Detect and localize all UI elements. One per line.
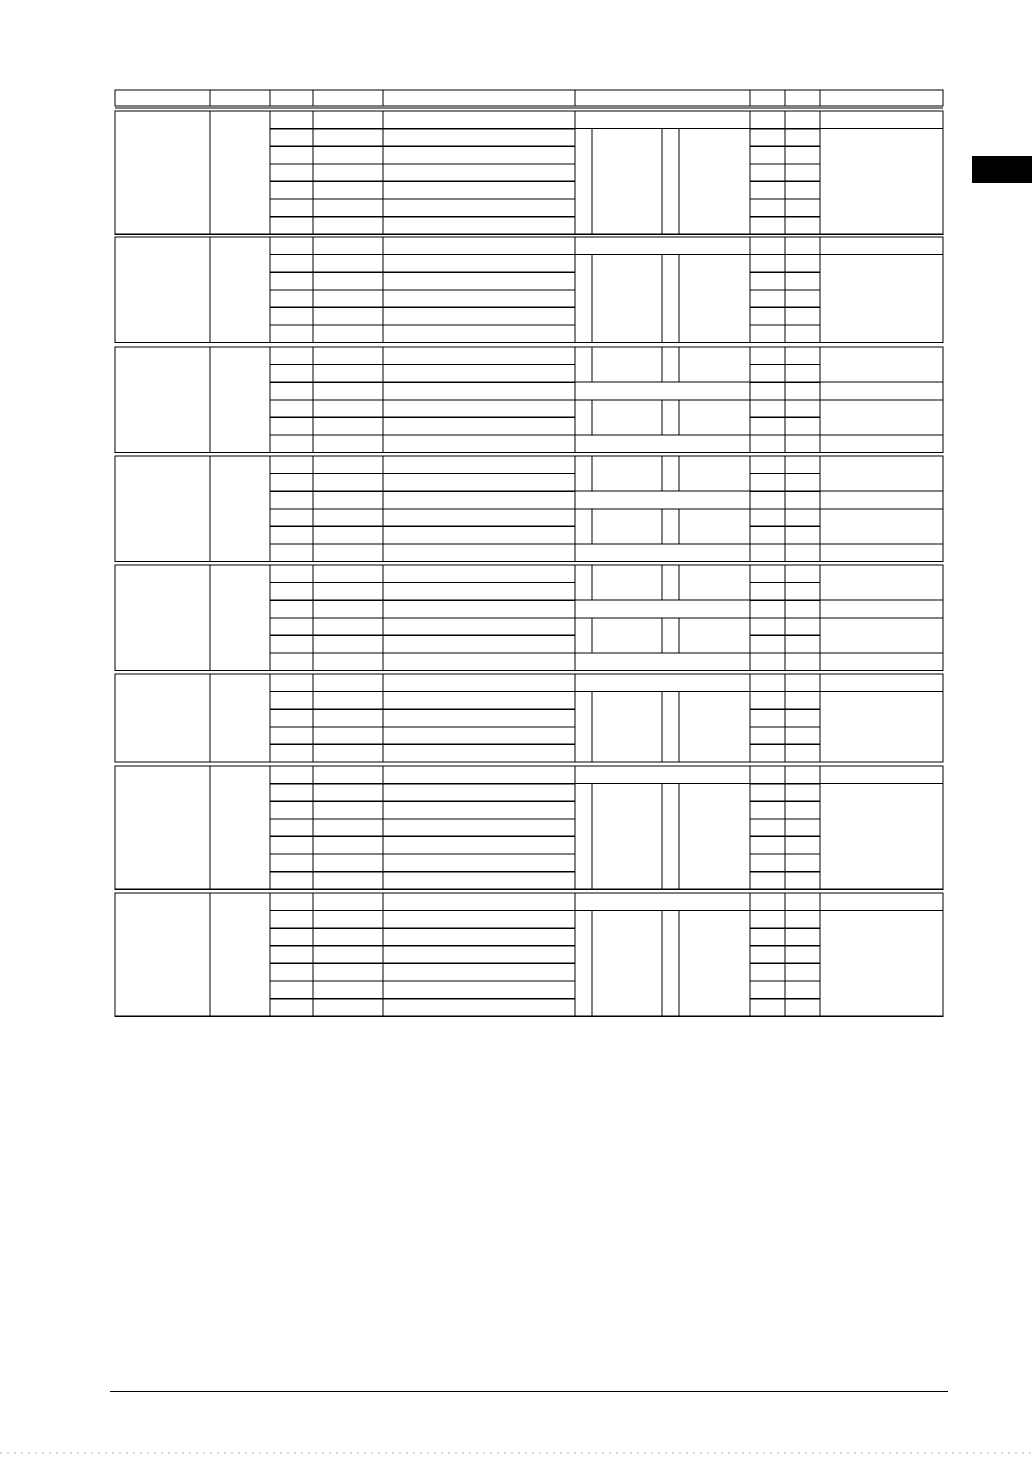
table-group — [115, 347, 943, 453]
table-group — [115, 766, 943, 889]
table-group — [115, 674, 943, 762]
section-tab-marker — [972, 156, 1032, 183]
table-group — [115, 565, 943, 671]
footer-rule — [110, 1391, 948, 1392]
table-group-border — [115, 674, 943, 762]
bottom-edge-dots — [0, 1452, 1032, 1454]
table-group — [115, 237, 943, 343]
table-group-border — [115, 893, 943, 1016]
header-row — [115, 90, 943, 106]
table-header — [115, 90, 943, 108]
table-group — [115, 456, 943, 562]
table-group-border — [115, 111, 943, 234]
table-group-border — [115, 766, 943, 889]
spec-table — [115, 111, 943, 1016]
table-group — [115, 111, 943, 234]
table-group — [115, 893, 943, 1016]
